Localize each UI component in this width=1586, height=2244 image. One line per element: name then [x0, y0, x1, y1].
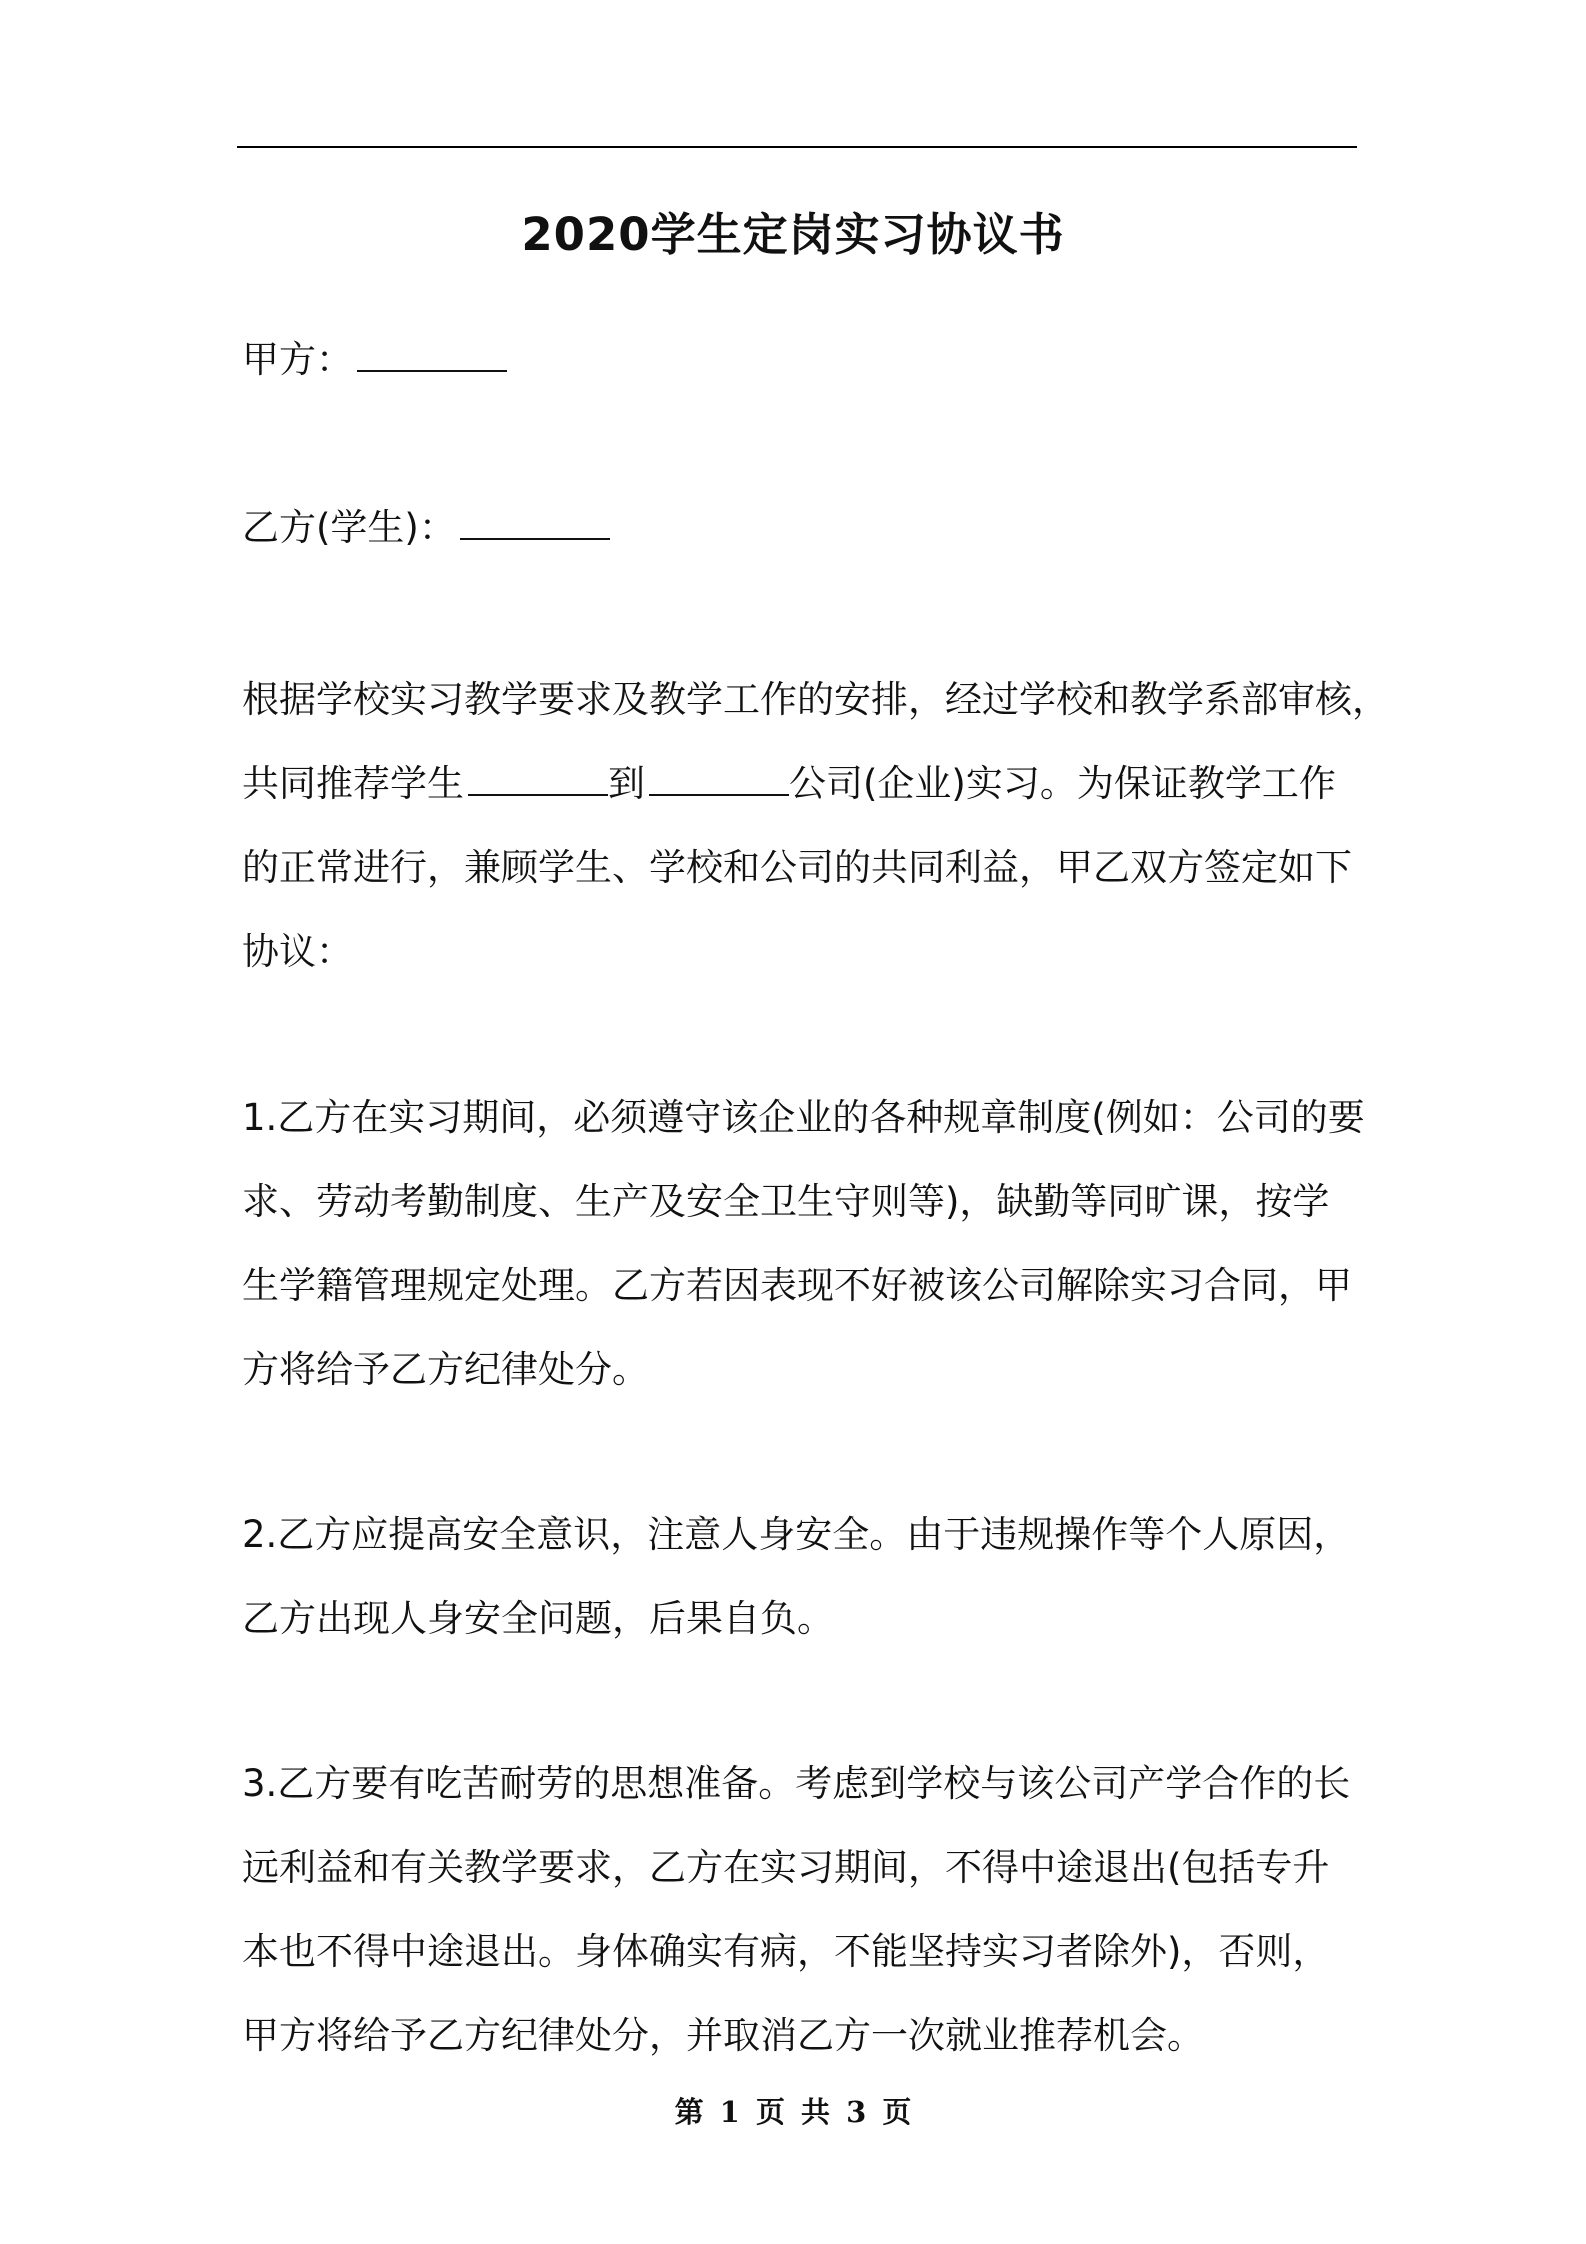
intro-line-1: 根据学校实习教学要求及教学工作的安排，经过学校和教学系部审核，: [242, 678, 1389, 721]
clause-line: 求、劳动考勤制度、生产及安全卫生守则等)，缺勤等同旷课，按学: [242, 1180, 1330, 1223]
clause-3: [242, 1742, 1392, 2078]
document-title: 2020学生定岗实习协议书: [521, 208, 1065, 261]
clause-line: 乙方出现人身安全问题，后果自负。: [242, 1597, 834, 1640]
student-name-blank: [468, 760, 608, 796]
page-footer: 第 1 页 共 3 页: [674, 2095, 912, 2129]
clause-2: [242, 1493, 1392, 1661]
clause-line: 3.乙方要有吃苦耐劳的思想准备。考虑到学校与该公司产学合作的长: [242, 1762, 1351, 1805]
clause-line: 方将给予乙方纪律处分。: [242, 1348, 649, 1391]
intro-line-2: 共同推荐学生 到 公司(企业)实习。为保证教学工作: [242, 762, 1336, 805]
party-b-blank: [460, 504, 610, 540]
clause-line: 本也不得中途退出。身体确实有病，不能坚持实习者除外)，否则，: [242, 1930, 1330, 1973]
intro-paragraph: [242, 658, 1392, 994]
header-rule: [237, 146, 1357, 148]
intro-line-3: 的正常进行，兼顾学生、学校和公司的共同利益，甲乙双方签定如下: [242, 846, 1352, 889]
clause-line: 甲方将给予乙方纪律处分，并取消乙方一次就业推荐机会。: [242, 2014, 1204, 2057]
party-a-label: 甲方：: [242, 338, 353, 381]
party-b-line: [242, 486, 1392, 570]
clause-line: 2.乙方应提高安全意识，注意人身安全。由于违规操作等个人原因，: [242, 1513, 1351, 1556]
party-b-label: 乙方(学生)：: [242, 506, 456, 549]
clause-1: [242, 1076, 1392, 1412]
clause-line: 远利益和有关教学要求，乙方在实习期间，不得中途退出(包括专升: [242, 1846, 1330, 1889]
party-a-blank: [357, 336, 507, 372]
company-name-blank: [649, 760, 789, 796]
intro-line-4: 协议：: [242, 930, 353, 973]
clause-line: 1.乙方在实习期间，必须遵守该企业的各种规章制度(例如：公司的要: [242, 1096, 1365, 1139]
party-a-line: [242, 318, 1392, 402]
clause-line: 生学籍管理规定处理。乙方若因表现不好被该公司解除实习合同，甲: [242, 1264, 1352, 1307]
